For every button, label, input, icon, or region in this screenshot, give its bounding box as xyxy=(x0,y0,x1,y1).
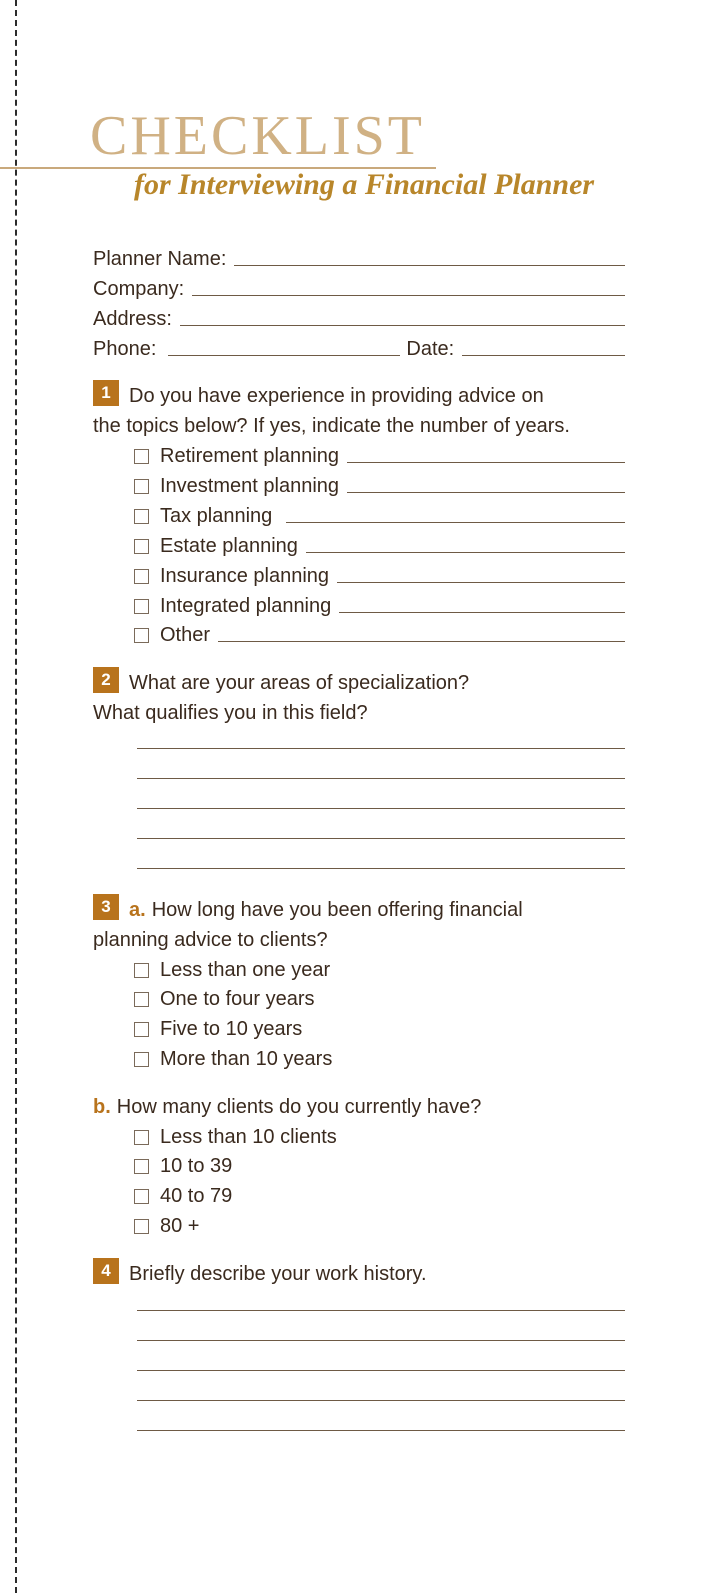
planner-name-label: Planner Name: xyxy=(93,248,227,270)
q1-option-retirement xyxy=(134,440,625,468)
checkbox[interactable] xyxy=(134,569,149,584)
q3b-heading xyxy=(93,1091,625,1119)
q3a-text-line1: How long have you been offering financial xyxy=(151,899,523,921)
q3a-option xyxy=(134,954,625,982)
q1-option-insurance xyxy=(134,560,625,588)
option-label: More than 10 years xyxy=(160,1048,333,1070)
checkbox[interactable] xyxy=(134,963,149,978)
years-field[interactable] xyxy=(337,582,625,583)
q2-answer-line[interactable] xyxy=(137,748,625,749)
q4-answer-line[interactable] xyxy=(137,1430,625,1431)
checkbox[interactable] xyxy=(134,1052,149,1067)
option-label: Insurance planning xyxy=(160,565,330,587)
address-field[interactable] xyxy=(180,325,625,326)
q3a-text-line2: planning advice to clients? xyxy=(93,929,328,951)
company-label: Company: xyxy=(93,278,185,300)
option-label: Less than one year xyxy=(160,959,331,981)
planner-name-field[interactable] xyxy=(234,265,625,266)
q4-answer-line[interactable] xyxy=(137,1340,625,1341)
option-label: Investment planning xyxy=(160,475,340,497)
q4-heading xyxy=(93,1258,625,1286)
years-field[interactable] xyxy=(218,641,625,642)
years-field[interactable] xyxy=(347,462,625,463)
q1-text-line2: the topics below? If yes, indicate the number of years. xyxy=(93,415,570,437)
q1-heading-cont xyxy=(93,410,625,438)
checkbox[interactable] xyxy=(134,1022,149,1037)
company-row xyxy=(93,273,625,301)
option-label: 40 to 79 xyxy=(160,1185,233,1207)
q2-heading xyxy=(93,667,625,695)
option-label: Estate planning xyxy=(160,535,298,557)
page-title: CHECKLIST xyxy=(90,105,425,167)
years-field[interactable] xyxy=(286,522,625,523)
q2-number-badge: 2 xyxy=(93,667,119,693)
years-field[interactable] xyxy=(347,492,625,493)
q1-option-estate xyxy=(134,530,625,558)
dashed-cut-line xyxy=(15,0,17,1593)
checkbox[interactable] xyxy=(134,509,149,524)
company-field[interactable] xyxy=(192,295,625,296)
q3a-heading xyxy=(93,894,625,922)
date-label: Date: xyxy=(406,338,455,360)
q3-part-a-label: a. xyxy=(129,899,146,921)
q4-text: Briefly describe your work history. xyxy=(129,1263,427,1285)
q2-answer-line[interactable] xyxy=(137,838,625,839)
q1-number-badge: 1 xyxy=(93,380,119,406)
q3b-option xyxy=(134,1150,625,1178)
option-label: 10 to 39 xyxy=(160,1155,233,1177)
planner-name-row xyxy=(93,243,625,271)
q2-answer-line[interactable] xyxy=(137,808,625,809)
option-label: 80 + xyxy=(160,1215,200,1237)
q3b-option xyxy=(134,1121,625,1149)
q3a-option xyxy=(134,983,625,1011)
option-label: Tax planning xyxy=(160,505,273,527)
q3-part-b-label: b. xyxy=(93,1096,111,1118)
address-row xyxy=(93,303,625,331)
q4-answer-line[interactable] xyxy=(137,1310,625,1311)
q2-heading-cont xyxy=(93,697,625,725)
q1-heading xyxy=(93,380,625,408)
checkbox[interactable] xyxy=(134,628,149,643)
q1-option-integrated xyxy=(134,590,625,618)
option-label: Other xyxy=(160,624,211,646)
date-field[interactable] xyxy=(462,355,625,356)
checkbox[interactable] xyxy=(134,449,149,464)
q1-option-other xyxy=(134,619,625,647)
page-subtitle: for Interviewing a Financial Planner xyxy=(134,168,595,201)
q3-number-badge: 3 xyxy=(93,894,119,920)
phone-label: Phone: xyxy=(93,338,157,360)
checkbox[interactable] xyxy=(134,479,149,494)
q1-text-line1: Do you have experience in providing advice on xyxy=(129,385,544,407)
q2-answer-line[interactable] xyxy=(137,778,625,779)
q4-answer-line[interactable] xyxy=(137,1370,625,1371)
option-label: Integrated planning xyxy=(160,595,332,617)
q3b-text: How many clients do you currently have? xyxy=(116,1096,482,1118)
q2-text-line2: What qualifies you in this field? xyxy=(93,702,368,724)
q2-answer-line[interactable] xyxy=(137,868,625,869)
q1-option-investment xyxy=(134,470,625,498)
q4-number-badge: 4 xyxy=(93,1258,119,1284)
checkbox[interactable] xyxy=(134,599,149,614)
checkbox[interactable] xyxy=(134,992,149,1007)
q3b-option xyxy=(134,1210,625,1238)
q4-answer-line[interactable] xyxy=(137,1400,625,1401)
q3a-option xyxy=(134,1043,625,1071)
q3a-option xyxy=(134,1013,625,1041)
phone-field[interactable] xyxy=(168,355,400,356)
option-label: Five to 10 years xyxy=(160,1018,303,1040)
checkbox[interactable] xyxy=(134,1219,149,1234)
checkbox[interactable] xyxy=(134,1189,149,1204)
option-label: Retirement planning xyxy=(160,445,339,467)
checkbox[interactable] xyxy=(134,1130,149,1145)
q1-option-tax xyxy=(134,500,625,528)
years-field[interactable] xyxy=(306,552,625,553)
q3a-heading-cont xyxy=(93,924,625,952)
q2-text-line1: What are your areas of specialization? xyxy=(129,672,470,694)
option-label: One to four years xyxy=(160,988,315,1010)
years-field[interactable] xyxy=(339,612,625,613)
option-label: Less than 10 clients xyxy=(160,1126,337,1148)
phone-date-row xyxy=(93,333,625,361)
checkbox[interactable] xyxy=(134,539,149,554)
q3b-option xyxy=(134,1180,625,1208)
address-label: Address: xyxy=(93,308,172,330)
checkbox[interactable] xyxy=(134,1159,149,1174)
